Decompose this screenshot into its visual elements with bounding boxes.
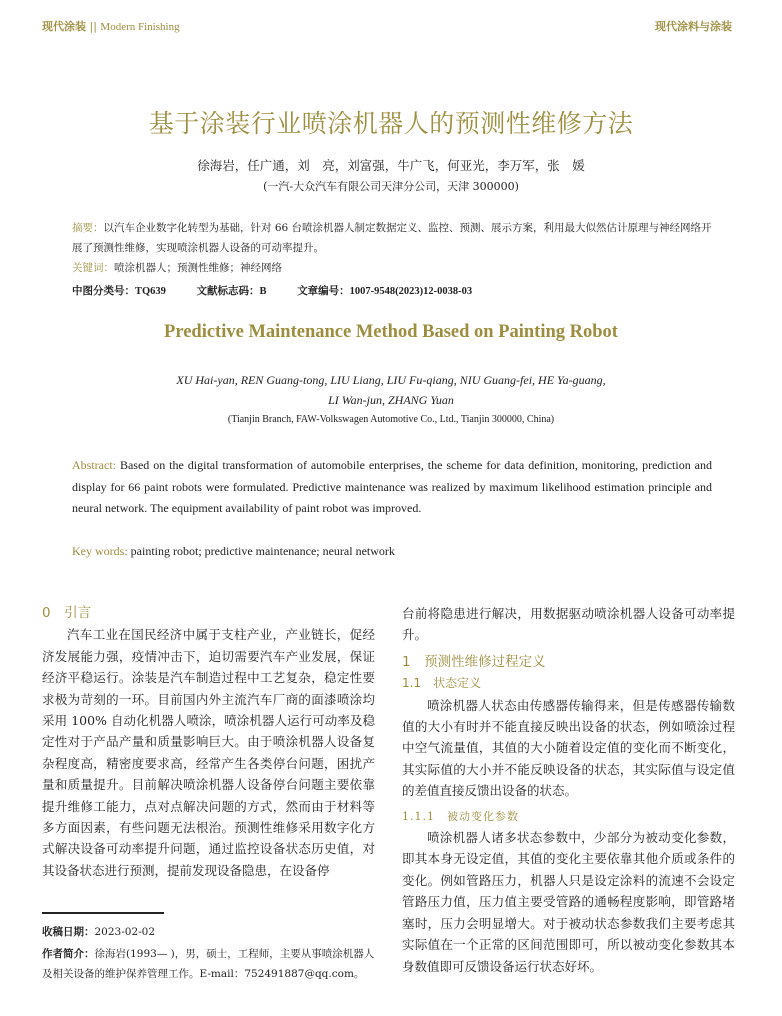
abstract-cn: [72, 218, 712, 258]
article-number: 文章编号：1007-9548(2023)12-0038-03: [297, 286, 473, 297]
keywords-en: [72, 541, 712, 561]
running-header-right: 现代涂料与涂装: [655, 20, 732, 33]
keywords-cn-label: 关键词：: [72, 262, 114, 274]
section-heading-1: 1 预测性维修过程定义: [402, 653, 546, 670]
abstract-en: [72, 455, 712, 520]
author-bio-text: 徐海岩(1993— )，男，硕士，工程师，主要从事喷涂机器人及相关设备的维护保养管理工作。E-mail：752491887@qq.com。: [42, 948, 375, 980]
received-label: 收稿日期：: [42, 926, 95, 938]
keywords-en-label: Key words:: [72, 544, 128, 558]
section-heading-1-1: 1.1 状态定义: [402, 676, 482, 691]
section-1-1-1-paragraph: 喷涂机器人诸多状态参数中，少部分为被动变化参数，即其本身无设定值，其值的变化主要依靠其他介质或条件的变化。例如管路压力，机器人只是设定涂料的流速不会设定管路压力值，压力值主要受管路的通畅程度影响，即管路堵塞时，压力会明显增大。对于被动状态参数我们主要考虑其实际值在一个正常的区间范围即可，所以被动变化参数其本身数值即可反馈设备运行状态好坏。: [402, 830, 735, 974]
paper-title-en: Predictive Maintenance Method Based on Painting Robot: [164, 322, 618, 342]
affiliation-en: (Tianjin Branch, FAW-Volkswagen Automotive Co., Ltd., Tianjin 300000, China): [227, 414, 555, 425]
paper-title-cn: 基于涂装行业喷涂机器人的预测性维修方法: [148, 109, 634, 138]
document-code: 文献标志码：B: [196, 286, 267, 297]
authors-en-line2: LI Wan-jun, ZHANG Yuan: [328, 393, 454, 407]
classification-line: [72, 282, 712, 302]
received-date: 2023-02-02: [94, 926, 156, 938]
introduction-paragraph-cont: 台前将隐患进行解决，用数据驱动喷涂机器人设备可动率提升。: [402, 606, 735, 643]
introduction-paragraph: 汽车工业在国民经济中属于支柱产业，产业链长，促经济发展能力强，疫情冲击下，迫切需要汽车产业发展，保证经济平稳运行。涂装是汽车制造过程中工艺复杂，稳定性要求极为苛刻的一环。目前国内外主流汽车厂商的面漆喷涂均采用 100% 自动化机器人喷涂，喷涂机器人运行可动率及稳定性对于产品产量和质量影响巨大。由于喷涂机器人设备复杂程度高，精密度要求高，经常产生各类停台问题，困扰产量和质量提升。目前解决喷涂机器人设备停台问题主要依靠提升维修工能力，点对点解决问题的方式，然而由于材料等多方面因素，有些问题无法根治。预测性维修采用数字化方式解决设备可动率提升问题，通过监控设备状态历史值，对其设备状态进行预测，提前发现设备隐患，在设备停: [42, 627, 375, 878]
authors-en-line1: XU Hai-yan, REN Guang-tong, LIU Liang, LIU Fu-qiang, NIU Guang-fei, HE Ya-guang,: [176, 373, 606, 387]
authors-cn: 徐海岩，任广通，刘 亮，刘富强，牛广飞，何亚光，李万军，张 媛: [197, 158, 585, 173]
running-header-left: [42, 18, 180, 34]
section-heading-1-1-1: 1.1.1 被动变化参数: [402, 809, 519, 823]
author-bio-label: 作者简介：: [42, 948, 95, 960]
authors-en: [0, 370, 782, 410]
section-1-1-paragraph: 喷涂机器人状态由传感器传输得来，但是传感器传输数值的大小有时并不能直接反映出设备的状态，例如喷涂过程中空气流量值，其值的大小随着设定值的变化而不断变化，其实际值的大小并不能反映设备的状态，其实际值与设定值的差值直接反馈出设备的状态。: [402, 697, 735, 799]
footnote-received: [42, 922, 375, 942]
clc-number: 中图分类号：TQ639: [72, 286, 166, 297]
abstract-cn-text: 以汽车企业数字化转型为基础，针对 66 台喷涂机器人制定数据定义、监控、预测、展示方案，利用最大似然估计原理与神经网络开展了预测性维修，实现喷涂机器人设备的可动率提升。: [72, 222, 712, 254]
header-separator: ||: [89, 20, 97, 33]
keywords-en-text: painting robot; predictive maintenance; neural network: [130, 544, 395, 558]
footnote-author-bio: [42, 944, 375, 984]
abstract-cn-label: 摘要：: [72, 222, 104, 234]
body-column-right: [402, 603, 735, 977]
keywords-cn-text: 喷涂机器人；预测性维修；神经网络: [114, 262, 282, 274]
footnote-rule: [42, 912, 164, 914]
abstract-en-text: Based on the digital transformation of automobile enterprises, the scheme for data definition, monitoring, prediction and display for 66 paint robots were formulated. Predictive maintenance was realized by maximum likelihood estimation principle and neural network. The equipment availability of paint robot was improved.: [72, 458, 712, 515]
journal-name-cn: 现代涂装: [42, 20, 86, 33]
keywords-cn: [72, 258, 712, 278]
journal-name-en: Modern Finishing: [100, 21, 180, 33]
affiliation-cn: (一汽-大众汽车有限公司天津分公司，天津 300000): [263, 180, 519, 193]
section-heading-introduction: 0 引言: [42, 605, 92, 621]
body-column-left: [42, 603, 375, 881]
abstract-en-label: Abstract:: [72, 458, 116, 472]
